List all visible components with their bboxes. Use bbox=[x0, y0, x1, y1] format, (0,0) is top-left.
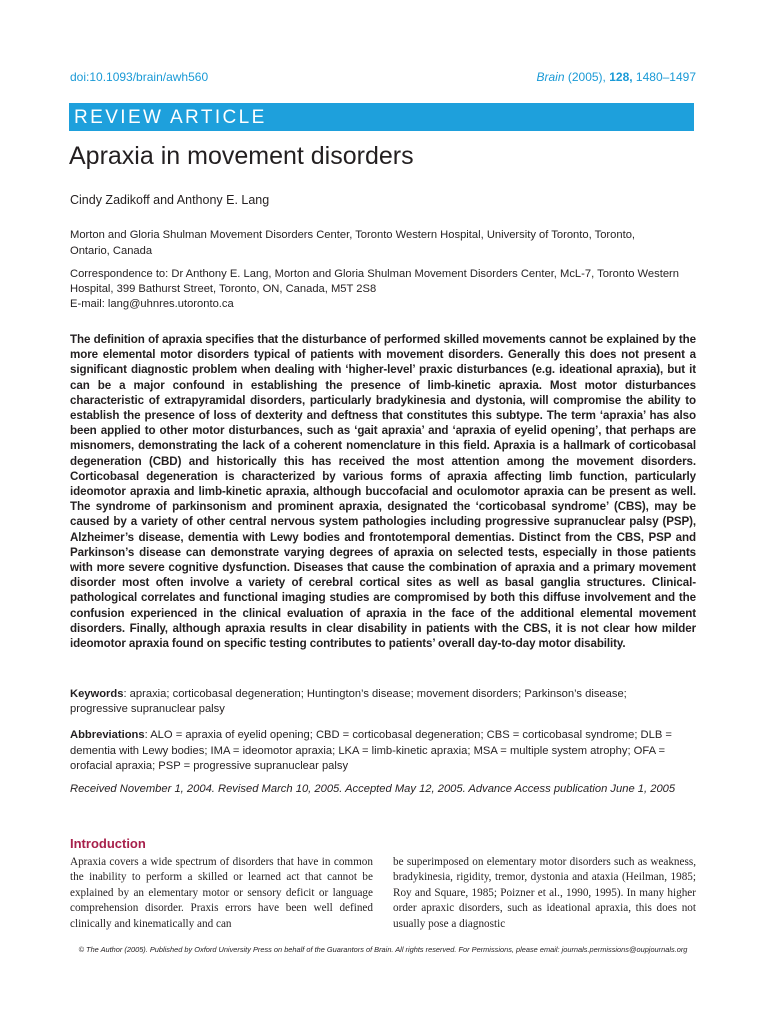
keywords-text: : apraxia; corticobasal degeneration; Huntington’s disease; movement disorders; Parkinson’s disease; progressive supranuclear palsy bbox=[70, 688, 627, 715]
correspondence-block bbox=[70, 267, 690, 312]
article-title: Apraxia in movement disorders bbox=[69, 142, 414, 170]
journal-pages: 1480–1497 bbox=[635, 70, 696, 84]
received-dates: Received November 1, 2004. Revised March 10, 2005. Accepted May 12, 2005. Advance Access publication June 1, 2005 bbox=[70, 783, 676, 795]
author-list: Cindy Zadikoff and Anthony E. Lang bbox=[70, 193, 270, 207]
section-heading-introduction: Introduction bbox=[70, 836, 146, 851]
abbreviations-label: Abbreviations bbox=[70, 729, 145, 741]
abbreviations-text: : ALO = apraxia of eyelid opening; CBD = corticobasal degeneration; CBS = corticobasal syndrome; DLB = dementia with Lewy bodies; IMA = ideomotor apraxia; LKA = limb-kinetic apraxia; MSA = multiple system atrophy; OFA = orofacial apraxia; PSP = progressive supranuclear palsy bbox=[70, 729, 672, 773]
keywords bbox=[70, 687, 670, 717]
doi-link[interactable]: doi:10.1093/brain/awh560 bbox=[70, 70, 209, 84]
abbreviations bbox=[70, 728, 696, 775]
abstract: The definition of apraxia specifies that the disturbance of performed skilled movements cannot be explained by the more elemental motor disorders typical of patients with movement disorders. Generally this does not present a significant diagnostic problem when dealing with ‘higher-level’ praxic disturbances (e.g. ideational apraxia), but it can be a major confound in establishing the presence of limb-kinetic apraxia. Most motor disturbances characteristic of extrapyramidal disorders, particularly bradykinesia and dystonia, will compromise the ability to establish the presence of loss of dexterity and deftness that constitutes this subtype. The term ‘apraxia’ has also been applied to other motor disturbances, such as ‘gait apraxia’ and ‘apraxia of eyelid opening’, that perhaps are misnomers, demonstrating the lack of a coherent nomenclature in this field. Apraxia is a hallmark of corticobasal degeneration (CBD) and historically this has received the most attention among the movement disorders. Corticobasal degeneration is characterized by various forms of apraxia affecting limb function, particularly ideomotor apraxia and limb-kinetic apraxia, although buccofacial and oculomotor apraxia can be present as well. The syndrome of parkinsonism and prominent apraxia, designated the ‘corticobasal syndrome’ (CBS), may be caused by a variety of other central nervous system pathologies including progressive supranuclear palsy (PSP), Alzheimer’s disease, dementia with Lewy bodies and frontotemporal dementias. Distinct from the CBS, PSP and Parkinson’s disease can demonstrate varying degrees of apraxia on selected tests, especially in those patients with more severe cognitive dysfunction. Diseases that cause the combination of apraxia and a primary movement disorder most often involve a variety of cerebral cortical sites as well as basal ganglia structures. Clinical-pathological correlates and functional imaging studies are compromised by both this diffuse involvement and the confusion experienced in the clinical evaluation of apraxia in the face of the additional elemental movement disorders. Finally, although apraxia results in clear disability in patients with the CBS, it is not clear how milder ideomotor apraxia found on specific testing contributes to patients’ overall day-to-day motor disability. bbox=[70, 333, 696, 651]
article-type-banner bbox=[69, 103, 694, 131]
correspondence-address: Correspondence to: Dr Anthony E. Lang, Morton and Gloria Shulman Movement Disorders Center, McL-7, Toronto Western Hospital, 399 Bathurst Street, Toronto, ON, Canada, M5T 2S8 bbox=[70, 268, 679, 295]
body-column-right: be superimposed on elementary motor disorders such as weakness, bradykinesia, rigidity, tremor, dystonia and ataxia (Heilman, 1985; Roy and Square, 1985; Poizner et al., 1990, 1995). In many higher order apraxic disorders, such as ideational apraxia, this does not usually pose a diagnostic bbox=[393, 856, 696, 930]
journal-citation bbox=[536, 70, 696, 84]
copyright-footer: © The Author (2005). Published by Oxford University Press on behalf of the Guarantors of Brain. All rights reserved. For Permissions, please email: journals.permissions@oupjournals.org bbox=[78, 945, 688, 954]
correspondence-email: E-mail: lang@uhnres.utoronto.ca bbox=[70, 298, 234, 310]
journal-year: (2005), bbox=[567, 70, 606, 84]
journal-name: Brain bbox=[536, 70, 565, 84]
body-column-left: Apraxia covers a wide spectrum of disorders that have in common the inability to perform a skilled or learned act that cannot be explained by an elementary motor or sensory deficit or language comprehension disorder. Praxis errors have been well defined clinically and kinematically and can bbox=[70, 856, 373, 930]
journal-volume: 128, bbox=[609, 70, 633, 84]
affiliation: Morton and Gloria Shulman Movement Disorders Center, Toronto Western Hospital, University of Toronto, Toronto, Ontario, Canada bbox=[70, 229, 636, 257]
article-type-label: REVIEW ARTICLE bbox=[74, 107, 267, 128]
keywords-label: Keywords bbox=[70, 688, 124, 700]
